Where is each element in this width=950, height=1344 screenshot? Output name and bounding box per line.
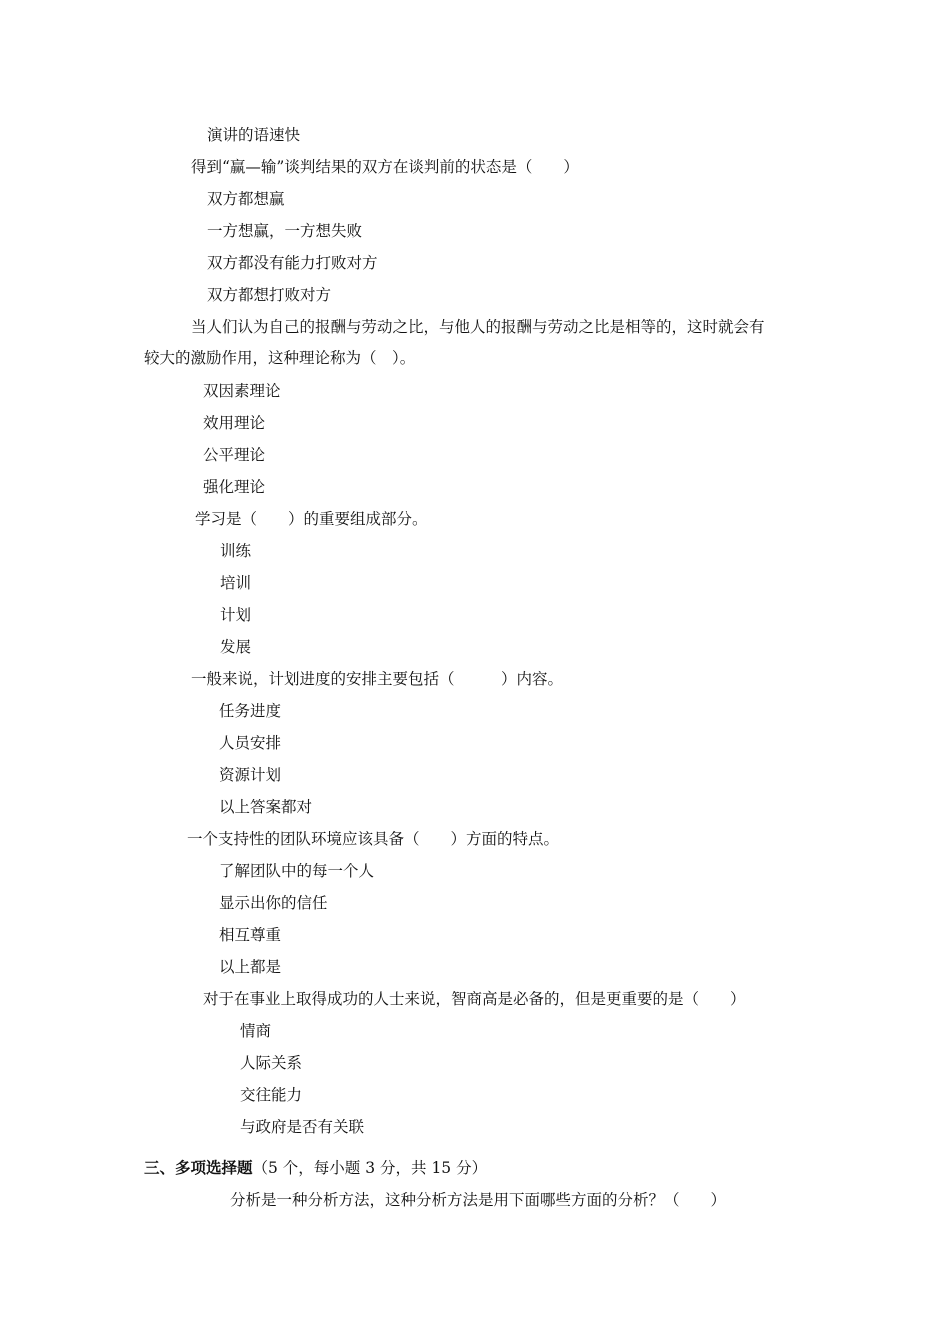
option-text: 与政府是否有关联 [240,1118,365,1136]
option-text: 双因素理论 [203,382,281,400]
option-text: 训练 [220,542,252,560]
option-text: 培训 [220,574,252,592]
option-text: 任务进度 [219,702,282,720]
option-text: 效用理论 [203,414,266,432]
question-stem: 一般来说，计划进度的安排主要包括（ ）内容。 [191,670,564,688]
question-stem: 对于在事业上取得成功的人士来说，智商高是必备的，但是更重要的是（ ） [203,990,746,1008]
option-text: 了解团队中的每一个人 [219,862,375,880]
option-text: 显示出你的信任 [219,894,328,912]
option-text: 人员安排 [219,734,282,752]
option-text: 强化理论 [203,478,266,496]
section-heading [144,1158,487,1178]
option-text: 双方都想赢 [207,190,285,208]
option-text: 情商 [240,1022,272,1040]
section-title: 三、多项选择题 [144,1158,253,1177]
option-text: 演讲的语速快 [207,126,301,144]
option-text: 相互尊重 [219,926,282,944]
option-text: 一方想赢，一方想失败 [207,222,363,240]
option-text: 交往能力 [240,1086,303,1104]
question-stem: 学习是（ ）的重要组成部分。 [195,510,428,528]
question-stem: 得到“赢—输”谈判结果的双方在谈判前的状态是（ ） [191,158,579,176]
question-stem: 分析是一种分析方法，这种分析方法是用下面哪些方面的分析？（ ） [230,1191,727,1209]
question-stem: 一个支持性的团队环境应该具备（ ）方面的特点。 [187,830,560,848]
option-text: 资源计划 [219,766,282,784]
option-text: 双方都没有能力打败对方 [207,254,378,272]
option-text: 以上都是 [219,958,282,976]
option-text: 发展 [220,638,252,656]
option-text: 公平理论 [203,446,266,464]
question-stem: 当人们认为自己的报酬与劳动之比，与他人的报酬与劳动之比是相等的，这时就会有 [191,318,765,336]
option-text: 以上答案都对 [219,798,313,816]
option-text: 计划 [220,606,252,624]
section-scoring-note: （5 个，每小题 3 分，共 15 分） [252,1159,488,1177]
option-text: 双方都想打败对方 [207,286,332,304]
question-stem-continued: 较大的激励作用，这种理论称为（ ）。 [144,349,416,367]
option-text: 人际关系 [240,1054,303,1072]
